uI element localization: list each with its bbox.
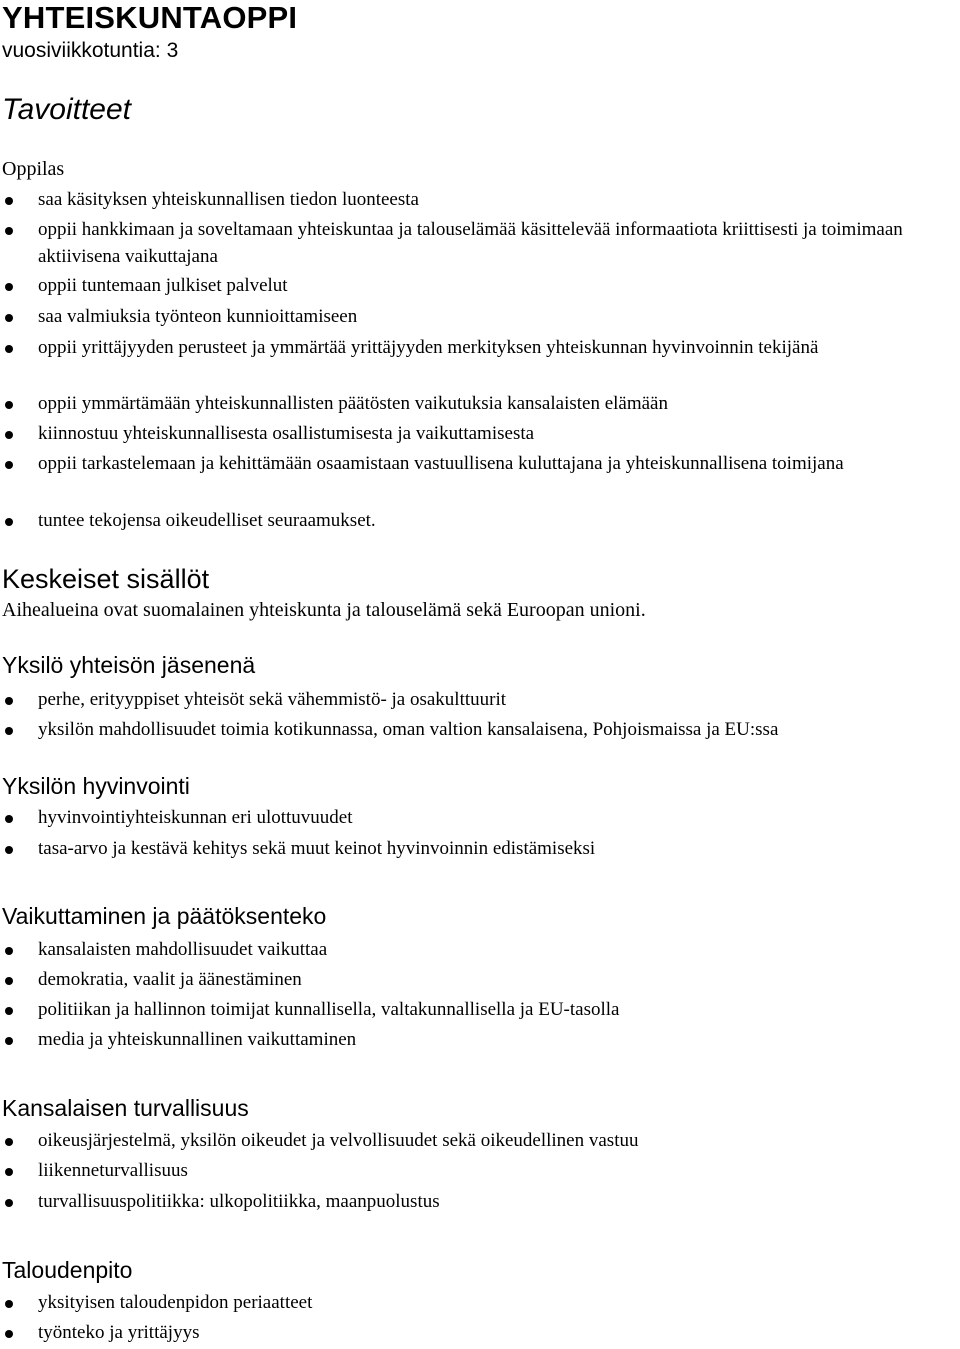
list-item-text: yksilön mahdollisuudet toimia kotikunnassa, oman valtion kansalaisena, Pohjoismaissa ja EU:ssa (38, 719, 779, 740)
list-item-text: oikeusjärjestelmä, yksilön oikeudet ja velvollisuudet sekä oikeudellinen vastuu (38, 1130, 639, 1151)
bullet-icon (5, 1007, 13, 1015)
document-title: YHTEISKUNTAOPPI (2, 0, 298, 35)
bullet-icon (5, 431, 13, 439)
list-item-text: oppii tuntemaan julkiset palvelut (38, 275, 288, 296)
list-item-text: työnteko ja yrittäjyys (38, 1322, 200, 1343)
document-subtitle: vuosiviikkotuntia: 3 (2, 39, 179, 62)
list-item-text: demokratia, vaalit ja äänestäminen (38, 969, 302, 990)
section-heading: Yksilön hyvinvointi (2, 773, 190, 799)
list-item-text: oppii tarkastelemaan ja kehittämään osaamistaan vastuullisena kuluttajana ja yhteiskunnallisena toimijana (38, 453, 844, 474)
bullet-icon (5, 1037, 13, 1045)
list-item-text: oppii hankkimaan ja soveltamaan yhteiskuntaa ja talouselämää käsittelevää informaatiota kriittisesti ja toimimaan aktiivisena vaikuttajana (38, 219, 903, 267)
section-heading: Taloudenpito (2, 1257, 133, 1283)
keskeiset-intro: Aihealueina ovat suomalainen yhteiskunta ja talouselämä sekä Euroopan unioni. (2, 599, 646, 621)
section-heading: Kansalaisen turvallisuus (2, 1095, 249, 1121)
list-item-text: kiinnostuu yhteiskunnallisesta osallistumisesta ja vaikuttamisesta (38, 423, 535, 444)
list-item-text: tasa-arvo ja kestävä kehitys sekä muut keinot hyvinvoinnin edistämiseksi (38, 838, 596, 859)
bullet-icon (5, 1300, 13, 1308)
bullet-icon (5, 314, 13, 322)
list-item-text: kansalaisten mahdollisuudet vaikuttaa (38, 939, 328, 960)
bullet-icon (5, 197, 13, 205)
list-item-text: saa käsityksen yhteiskunnallisen tiedon luonteesta (38, 189, 419, 210)
bullet-icon (5, 947, 13, 955)
bullet-icon (5, 727, 13, 735)
bullet-icon (5, 1199, 13, 1207)
list-item-text: yksityisen taloudenpidon periaatteet (38, 1292, 313, 1313)
list-item-text: tuntee tekojensa oikeudelliset seuraamukset. (38, 510, 376, 531)
section-heading: Vaikuttaminen ja päätöksenteko (2, 903, 327, 929)
list-item-text: liikenneturvallisuus (38, 1160, 188, 1181)
bullet-icon (5, 401, 13, 409)
list-item-text: oppii yrittäjyyden perusteet ja ymmärtää yrittäjyyden merkityksen yhteiskunnan hyvinvoinnin tekijänä (38, 337, 819, 358)
list-item-text: oppii ymmärtämään yhteiskunnallisten päätösten vaikutuksia kansalaisten elämään (38, 393, 668, 414)
keskeiset-heading: Keskeiset sisällöt (2, 564, 210, 594)
list-item-text: saa valmiuksia työnteon kunnioittamiseen (38, 306, 358, 327)
section-heading: Yksilö yhteisön jäsenenä (2, 652, 256, 678)
list-item-text: perhe, erityyppiset yhteisöt sekä vähemmistö- ja osakulttuurit (38, 689, 507, 710)
bullet-icon (5, 815, 13, 823)
tavoitteet-heading: Tavoitteet (2, 93, 131, 126)
bullet-icon (5, 345, 13, 353)
list-item-text: media ja yhteiskunnallinen vaikuttaminen (38, 1029, 357, 1050)
bullet-icon (5, 977, 13, 985)
bullet-icon (5, 283, 13, 291)
list-item-text: politiikan ja hallinnon toimijat kunnallisella, valtakunnallisella ja EU-tasolla (38, 999, 620, 1020)
bullet-icon (5, 227, 13, 235)
list-item-text: turvallisuuspolitiikka: ulkopolitiikka, maanpuolustus (38, 1191, 440, 1212)
bullet-icon (5, 1330, 13, 1338)
bullet-icon (5, 846, 13, 854)
list-item-text: hyvinvointiyhteiskunnan eri ulottuvuudet (38, 807, 353, 828)
bullet-icon (5, 1138, 13, 1146)
tavoitteet-lead: Oppilas (2, 158, 65, 180)
bullet-icon (5, 518, 13, 526)
bullet-icon (5, 697, 13, 705)
bullet-icon (5, 1168, 13, 1176)
bullet-icon (5, 461, 13, 469)
